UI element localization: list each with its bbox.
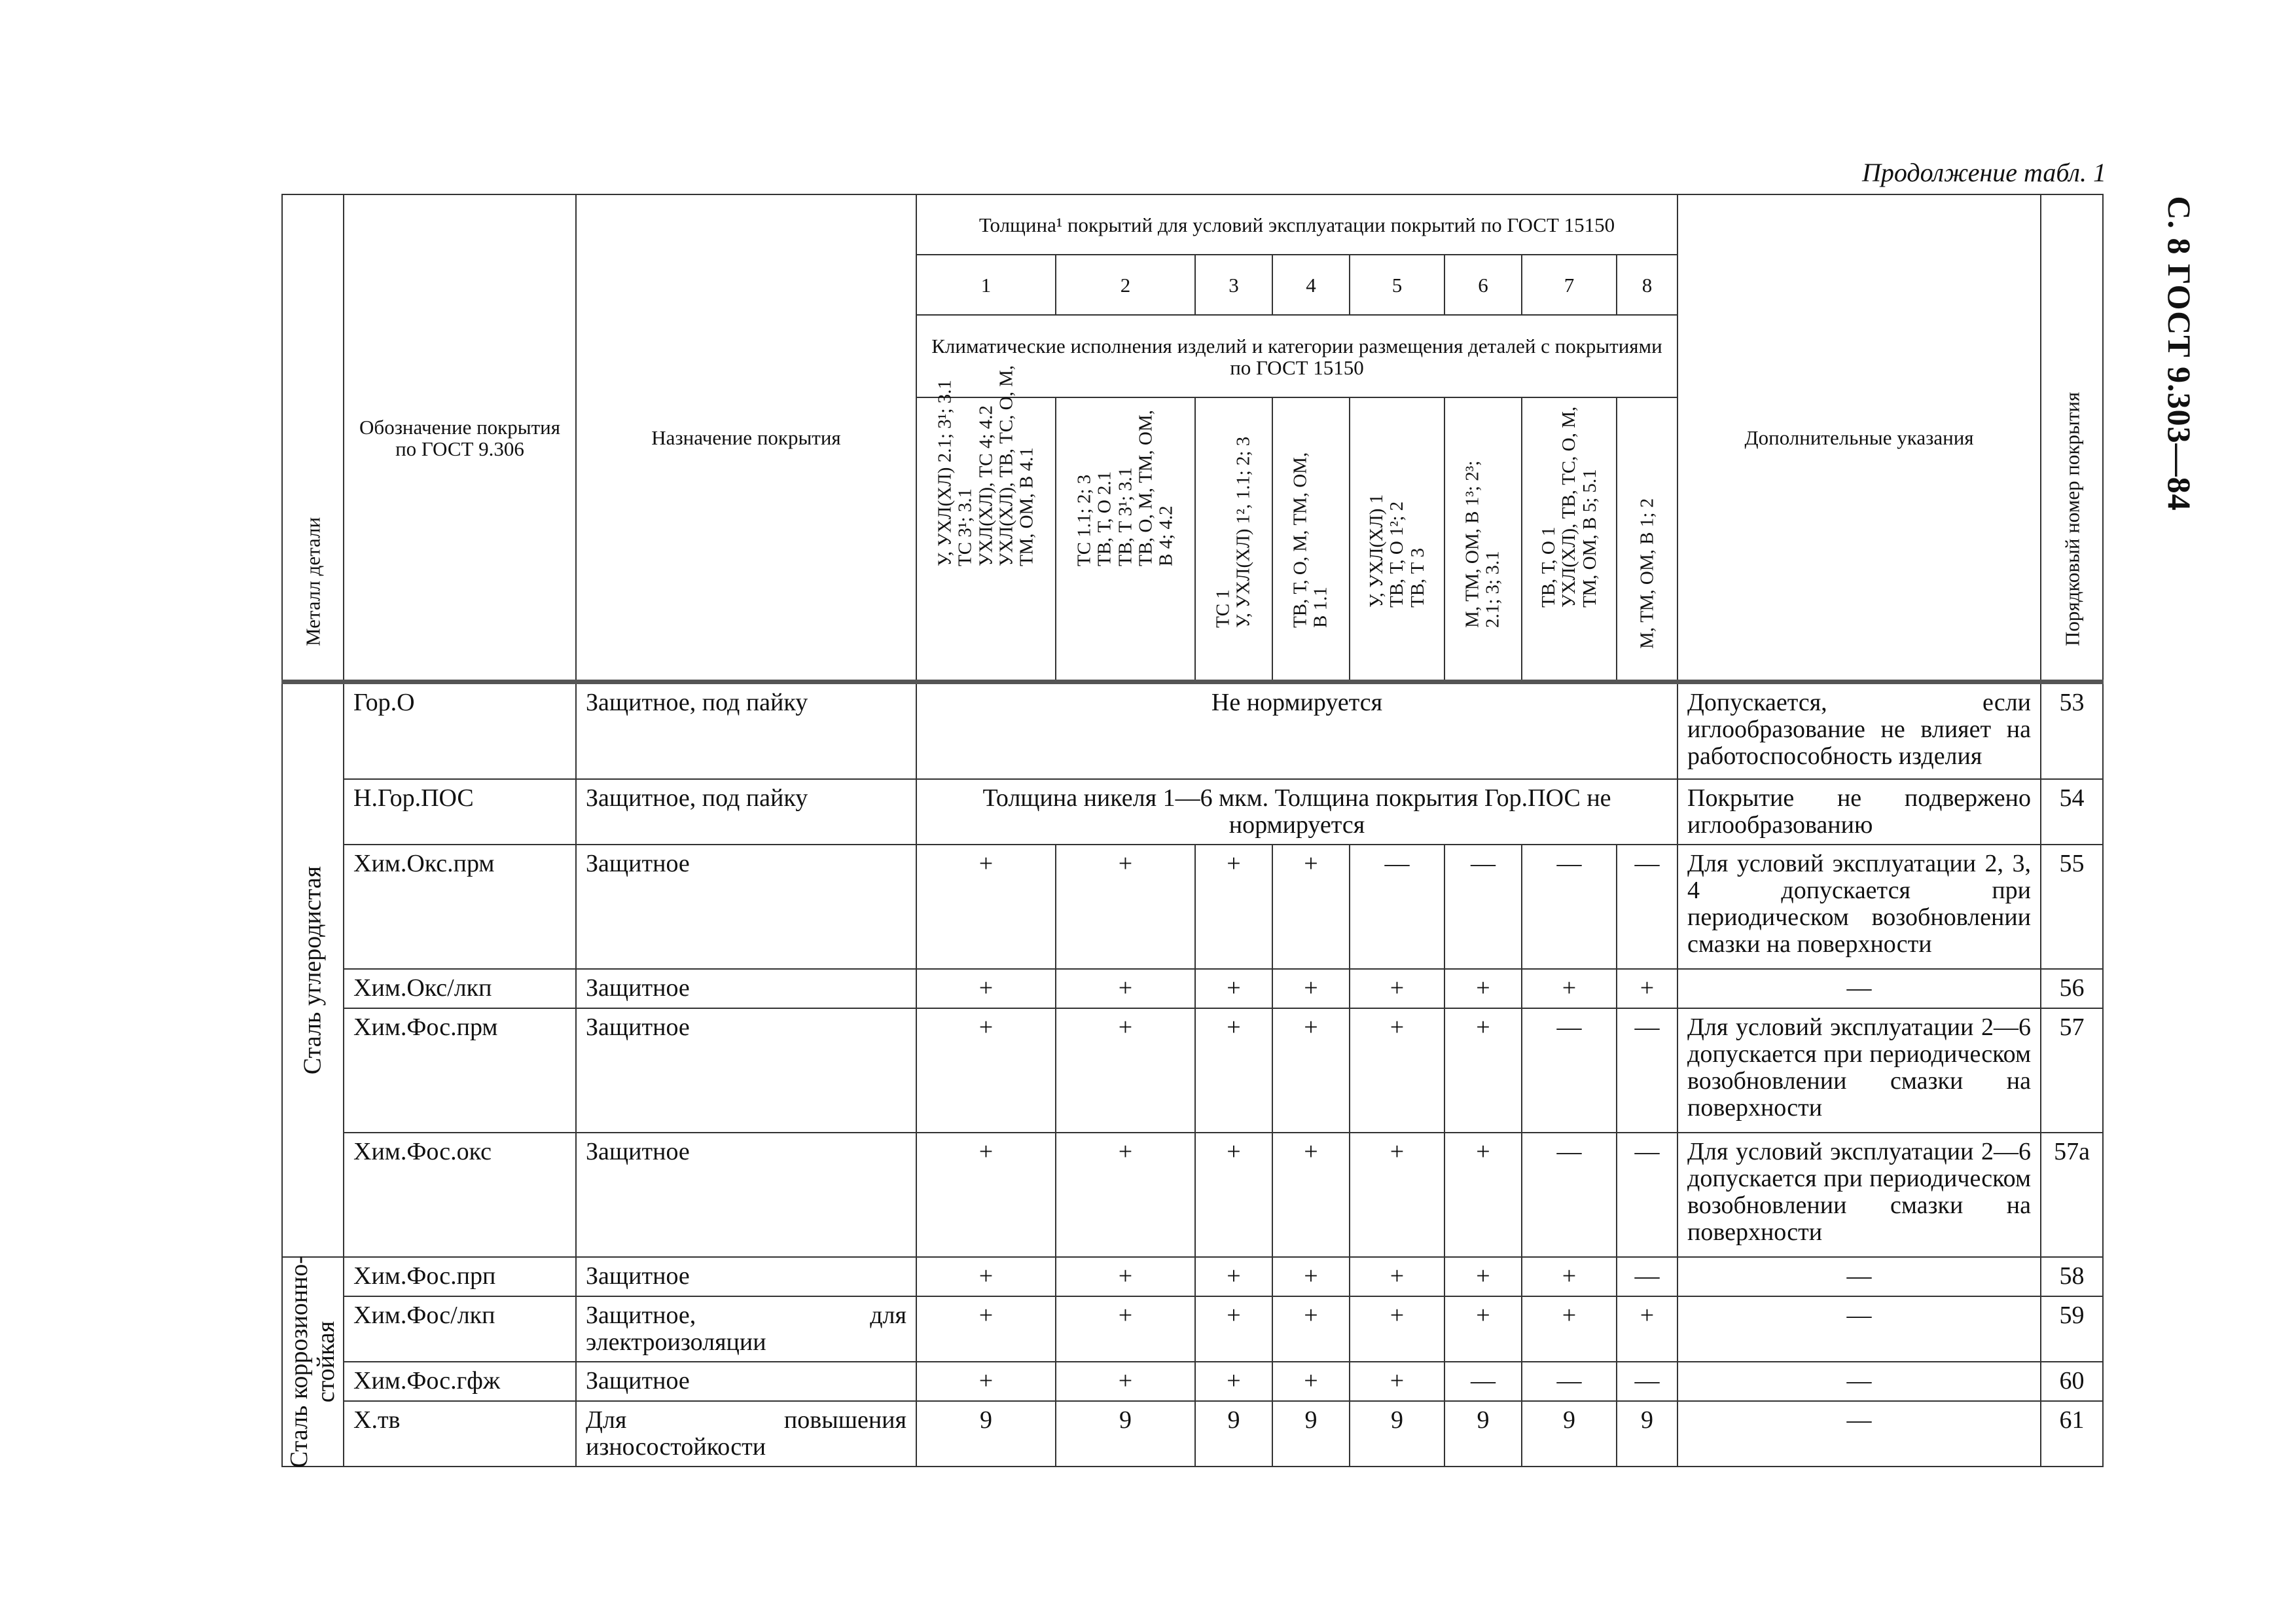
order-no-cell: 61 — [2041, 1401, 2103, 1467]
header-climate-text — [1463, 461, 1504, 628]
condition-cell: — — [1522, 1133, 1617, 1257]
table-row — [282, 1133, 2103, 1257]
condition-cell: + — [1350, 969, 1444, 1008]
header-condition-6: 6 — [1444, 255, 1522, 315]
designation-cell: Гор.О — [344, 682, 576, 779]
condition-cell: + — [916, 1362, 1056, 1401]
condition-cell: + — [1350, 1362, 1444, 1401]
header-condition-3: 3 — [1195, 255, 1272, 315]
condition-cell: + — [1272, 845, 1350, 969]
condition-cell: + — [916, 1133, 1056, 1257]
header-condition-5: 5 — [1350, 255, 1444, 315]
header-climate-line: ТС 3¹; 3.1 — [954, 488, 976, 567]
designation-cell: Н.Гор.ПОС — [344, 779, 576, 845]
extra-cell: Допускается, если иглообразование не влияет на работоспособность изделия — [1677, 682, 2041, 779]
header-climate-line: ТС 1 — [1212, 589, 1234, 629]
extra-cell: Покрытие не подвержено иглообразованию — [1677, 779, 2041, 845]
extra-cell: — — [1677, 969, 2041, 1008]
designation-cell: Хим.Окс.прм — [344, 845, 576, 969]
designation-cell: Хим.Фос.окс — [344, 1133, 576, 1257]
header-designation: Обозначение покрытия по ГОСТ 9.306 — [344, 194, 576, 682]
condition-cell: + — [1056, 1296, 1195, 1362]
purpose-cell: Защитное — [576, 1133, 916, 1257]
header-climate-5 — [1350, 397, 1444, 682]
table-row — [282, 969, 2103, 1008]
designation-cell: Хим.Фос.прм — [344, 1008, 576, 1133]
header-climate-line: УХЛ(ХЛ), ТВ, ТС, О, М, — [996, 365, 1017, 567]
header-climate-line: У, УХЛ(ХЛ) 1², 1.1; 2; 3 — [1233, 437, 1254, 629]
header-climate-4 — [1272, 397, 1350, 682]
header-climate-line: ТМ, ОМ, В 5; 5.1 — [1579, 469, 1600, 608]
extra-cell: Для условий эксплуатации 2, 3, 4 допускается при периодическом возобновлении смазки на поверхности — [1677, 845, 2041, 969]
header-climate-text — [1074, 410, 1177, 567]
table-row — [282, 1362, 2103, 1401]
header-climate-6 — [1444, 397, 1522, 682]
order-no-cell: 55 — [2041, 845, 2103, 969]
condition-cell: + — [1444, 1257, 1522, 1296]
header-climate-line: ТМ, ОМ, В 4.1 — [1016, 447, 1037, 567]
header-condition-2: 2 — [1056, 255, 1195, 315]
purpose-cell: Защитное — [576, 1257, 916, 1296]
purpose-cell: Защитное — [576, 1008, 916, 1133]
purpose-cell: Защитное — [576, 845, 916, 969]
condition-cell: + — [916, 845, 1056, 969]
header-climate-title: Климатические исполнения изделий и категории размещения деталей с покрытиями по ГОСТ 15150 — [916, 315, 1677, 397]
condition-cell: + — [1056, 1257, 1195, 1296]
header-metal — [282, 194, 344, 682]
condition-cell: + — [916, 1257, 1056, 1296]
header-climate-line: У, УХЛ(ХЛ) 2.1; 3¹; 3.1 — [934, 380, 956, 567]
header-extra: Дополнительные указания — [1677, 194, 2041, 682]
table-row — [282, 779, 2103, 845]
condition-cell: + — [1195, 969, 1272, 1008]
condition-cell: + — [1056, 1133, 1195, 1257]
purpose-cell: Защитное — [576, 969, 916, 1008]
header-climate-line: ТВ, О, М, ТМ, ОМ, — [1135, 410, 1157, 567]
condition-cell: + — [916, 969, 1056, 1008]
designation-cell: Хим.Фос/лкп — [344, 1296, 576, 1362]
purpose-cell: Защитное, под пайку — [576, 682, 916, 779]
designation-cell: Хим.Окс/лкп — [344, 969, 576, 1008]
condition-cell: + — [1272, 1257, 1350, 1296]
condition-cell: + — [1195, 1133, 1272, 1257]
metal-cell — [282, 1257, 344, 1467]
condition-cell: + — [1522, 969, 1617, 1008]
continuation-label: Продолжение табл. 1 — [1861, 158, 2106, 187]
condition-cell: + — [1350, 1257, 1444, 1296]
table-row — [282, 845, 2103, 969]
condition-cell: + — [1195, 845, 1272, 969]
purpose-cell: Защитное, для электроизоляции — [576, 1296, 916, 1362]
header-climate-line: ТВ, Т, О 2.1 — [1094, 471, 1115, 567]
order-no-cell: 56 — [2041, 969, 2103, 1008]
condition-cell: + — [1195, 1257, 1272, 1296]
extra-cell: — — [1677, 1401, 2041, 1467]
header-metal-text: Металл детали — [301, 517, 325, 646]
designation-cell: Хим.Фос.прп — [344, 1257, 576, 1296]
condition-cell: + — [1444, 969, 1522, 1008]
condition-cell: + — [1444, 1133, 1522, 1257]
header-condition-8: 8 — [1617, 255, 1677, 315]
header-climate-line: ТВ, Т, О, М, ТМ, ОМ, — [1289, 452, 1311, 629]
condition-cell: + — [1056, 1362, 1195, 1401]
condition-cell: — — [1350, 845, 1444, 969]
extra-cell: — — [1677, 1362, 2041, 1401]
condition-cell: + — [1056, 969, 1195, 1008]
header-climate-text — [1213, 437, 1255, 628]
header-climate-line: У, УХЛ(ХЛ) 1 — [1365, 494, 1387, 608]
condition-cell: + — [1444, 1008, 1522, 1133]
standard-label: С. 8 ГОСТ 9.303—84 — [2161, 196, 2198, 511]
condition-cell: + — [1056, 845, 1195, 969]
condition-cell: 9 — [1272, 1401, 1350, 1467]
extra-cell: Для условий эксплуатации 2—6 допускается при периодическом возобновлении смазки на поверхности — [1677, 1133, 2041, 1257]
condition-cell: + — [916, 1008, 1056, 1133]
order-no-cell: 57 — [2041, 1008, 2103, 1133]
header-climate-3 — [1195, 397, 1272, 682]
coatings-table — [281, 194, 2104, 1467]
header-climate-line: УХЛ(ХЛ), ТС 4; 4.2 — [975, 405, 996, 567]
header-thickness: Толщина¹ покрытий для условий эксплуатации покрытий по ГОСТ 15150 — [916, 194, 1677, 255]
condition-cell: — — [1444, 1362, 1522, 1401]
condition-cell: + — [1272, 1008, 1350, 1133]
header-climate-text — [1291, 452, 1332, 628]
header-climate-line: ТВ, Т 3¹; 3.1 — [1114, 467, 1136, 567]
condition-cell: — — [1522, 1008, 1617, 1133]
header-condition-7: 7 — [1522, 255, 1617, 315]
extra-cell: — — [1677, 1257, 2041, 1296]
condition-cell: — — [1444, 845, 1522, 969]
table-row — [282, 1401, 2103, 1467]
condition-cell: — — [1617, 1008, 1677, 1133]
merged-thickness-cell: Толщина никеля 1—6 мкм. Толщина покрытия Гор.ПОС не нормируется — [916, 779, 1677, 845]
condition-cell: + — [1195, 1362, 1272, 1401]
header-climate-text — [1539, 407, 1600, 608]
condition-cell: — — [1617, 845, 1677, 969]
order-no-cell: 58 — [2041, 1257, 2103, 1296]
designation-cell: Х.тв — [344, 1401, 576, 1467]
condition-cell: + — [1272, 969, 1350, 1008]
order-no-cell: 60 — [2041, 1362, 2103, 1401]
header-climate-line: ТВ, Т, О 1²; 2 — [1386, 501, 1407, 608]
condition-cell: 9 — [1056, 1401, 1195, 1467]
header-climate-line: М, ТМ, ОМ, В 1; 2 — [1636, 498, 1657, 649]
table-row — [282, 1296, 2103, 1362]
condition-cell: + — [1617, 969, 1677, 1008]
extra-cell: — — [1677, 1296, 2041, 1362]
condition-cell: + — [916, 1296, 1056, 1362]
condition-cell: + — [1272, 1133, 1350, 1257]
purpose-cell: Для повышения износостойкости — [576, 1401, 916, 1467]
condition-cell: 9 — [1444, 1401, 1522, 1467]
condition-cell: + — [1350, 1296, 1444, 1362]
purpose-cell: Защитное — [576, 1362, 916, 1401]
condition-cell: + — [1272, 1362, 1350, 1401]
condition-cell: — — [1617, 1362, 1677, 1401]
header-climate-line: УХЛ(ХЛ), ТВ, ТС, О, М, — [1558, 406, 1579, 608]
header-climate-line: ТС 1.1; 2; 3 — [1073, 475, 1095, 567]
header-climate-8 — [1617, 397, 1677, 682]
order-no-cell: 59 — [2041, 1296, 2103, 1362]
header-purpose: Назначение покрытия — [576, 194, 916, 682]
condition-cell: + — [1195, 1296, 1272, 1362]
header-climate-text — [1637, 498, 1657, 649]
header-condition-4: 4 — [1272, 255, 1350, 315]
header-order-no — [2041, 194, 2103, 682]
metal-cell — [282, 682, 344, 1257]
header-climate-text — [1367, 494, 1428, 608]
designation-cell: Хим.Фос.гфж — [344, 1362, 576, 1401]
order-no-cell: 53 — [2041, 682, 2103, 779]
merged-thickness-cell: Не нормируется — [916, 682, 1677, 779]
condition-cell: + — [1350, 1133, 1444, 1257]
condition-cell: — — [1617, 1257, 1677, 1296]
standard-page-header — [2157, 151, 2202, 556]
condition-cell: — — [1617, 1133, 1677, 1257]
header-climate-line: 2.1; 3; 3.1 — [1482, 551, 1503, 629]
condition-cell: + — [1617, 1296, 1677, 1362]
condition-cell: + — [1350, 1008, 1444, 1133]
header-climate-line: ТВ, Т 3 — [1407, 548, 1428, 608]
condition-cell: 9 — [1350, 1401, 1444, 1467]
metal-text: Сталь углеродистая — [298, 866, 327, 1074]
header-climate-2 — [1056, 397, 1195, 682]
header-condition-1: 1 — [916, 255, 1056, 315]
condition-cell: + — [1444, 1296, 1522, 1362]
condition-cell: + — [1195, 1008, 1272, 1133]
header-climate-line: ТВ, Т, О 1 — [1537, 526, 1559, 608]
condition-cell: — — [1522, 1362, 1617, 1401]
condition-cell: — — [1522, 845, 1617, 969]
condition-cell: 9 — [916, 1401, 1056, 1467]
condition-cell: 9 — [1617, 1401, 1677, 1467]
condition-cell: + — [1272, 1296, 1350, 1362]
purpose-cell: Защитное, под пайку — [576, 779, 916, 845]
header-climate-line: В 1.1 — [1310, 587, 1331, 629]
condition-cell: + — [1522, 1257, 1617, 1296]
header-climate-line: В 4; 4.2 — [1155, 505, 1177, 567]
extra-cell: Для условий эксплуатации 2—6 допускается при периодическом возобновлении смазки на поверхности — [1677, 1008, 2041, 1133]
condition-cell: + — [1522, 1296, 1617, 1362]
condition-cell: 9 — [1195, 1401, 1272, 1467]
header-order-no-text: Порядковый номер покрытия — [2060, 392, 2083, 646]
condition-cell: 9 — [1522, 1401, 1617, 1467]
header-climate-text — [935, 365, 1037, 566]
header-climate-line: М, ТМ, ОМ, В 1³; 2³; — [1462, 460, 1483, 629]
header-climate-7 — [1522, 397, 1617, 682]
metal-text: Сталь коррозионно-стойкая — [285, 1255, 340, 1468]
order-no-cell: 54 — [2041, 779, 2103, 845]
header-climate-1 — [916, 365, 1056, 682]
table-row — [282, 682, 2103, 779]
table-row — [282, 1008, 2103, 1133]
condition-cell: + — [1056, 1008, 1195, 1133]
order-no-cell: 57а — [2041, 1133, 2103, 1257]
table-row — [282, 1257, 2103, 1296]
